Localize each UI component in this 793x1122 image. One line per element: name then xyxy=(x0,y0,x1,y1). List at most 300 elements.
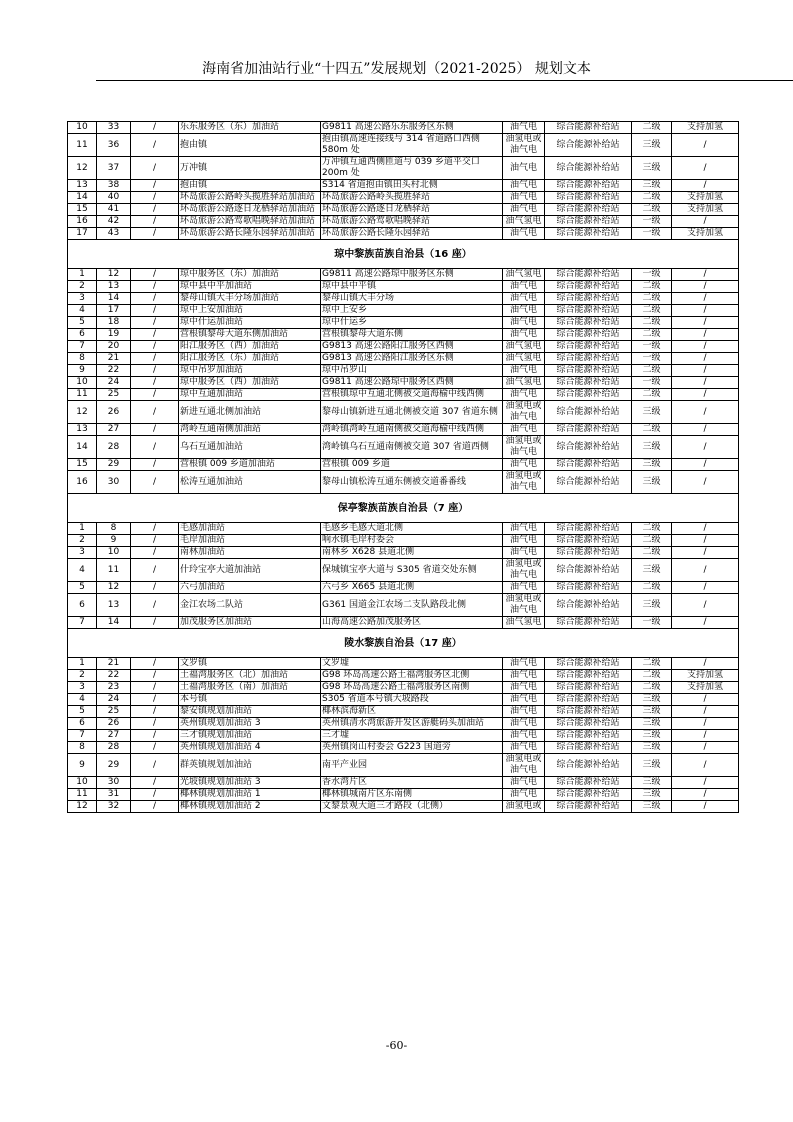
station-grade: 三级 xyxy=(632,730,672,742)
station-location: G9813 高速公路阳江服务区东侧 xyxy=(321,353,503,365)
station-name: 黎母山镇大丰分场加油站 xyxy=(179,293,321,305)
station-plan-table xyxy=(67,121,739,813)
station-location: 南林乡 X628 县道北侧 xyxy=(321,547,503,559)
energy-type: 油气氢电 xyxy=(503,353,545,365)
row-number: 43 xyxy=(97,228,131,240)
station-location: 南平产业园 xyxy=(321,754,503,777)
station-location: 毛感乡毛感大道北侧 xyxy=(321,523,503,535)
section-title: 保亭黎族苗族自治县（7 座） xyxy=(68,494,739,523)
row-code: / xyxy=(131,617,179,629)
station-category: 综合能源补给站 xyxy=(545,293,632,305)
row-number: 9 xyxy=(97,535,131,547)
table-row xyxy=(68,341,739,353)
station-grade: 二级 xyxy=(632,365,672,377)
row-code: / xyxy=(131,377,179,389)
row-number: 22 xyxy=(97,365,131,377)
station-grade: 三级 xyxy=(632,694,672,706)
row-index: 10 xyxy=(68,777,97,789)
station-name: 环岛旅游公路莺歌唱晚驿站加油站 xyxy=(179,216,321,228)
row-code: / xyxy=(131,658,179,670)
row-code: / xyxy=(131,535,179,547)
station-category: 综合能源补给站 xyxy=(545,535,632,547)
station-grade: 一级 xyxy=(632,341,672,353)
hydrogen-support: / xyxy=(672,617,739,629)
energy-type: 油气电 xyxy=(503,204,545,216)
row-number: 33 xyxy=(97,122,131,134)
station-location: 文罗墟 xyxy=(321,658,503,670)
station-grade: 二级 xyxy=(632,670,672,682)
header-rule xyxy=(96,80,793,81)
energy-type: 油气电 xyxy=(503,389,545,401)
row-index: 1 xyxy=(68,269,97,281)
station-name: 三才镇规划加油站 xyxy=(179,730,321,742)
station-grade: 三级 xyxy=(632,801,672,813)
row-code: / xyxy=(131,192,179,204)
table-row xyxy=(68,523,739,535)
energy-type: 油气电 xyxy=(503,582,545,594)
station-location: 营根镇黎母大道东侧 xyxy=(321,329,503,341)
row-code: / xyxy=(131,353,179,365)
station-location: 湾岭镇乌石互通南侧被交道 307 省道西侧 xyxy=(321,436,503,459)
station-location: G9811 高速公路琼中服务区西侧 xyxy=(321,377,503,389)
row-index: 12 xyxy=(68,801,97,813)
station-name: 抱由镇 xyxy=(179,134,321,157)
station-name: 环岛旅游公路长隆乐园驿站加油站 xyxy=(179,228,321,240)
row-code: / xyxy=(131,706,179,718)
station-grade: 三级 xyxy=(632,706,672,718)
station-grade: 一级 xyxy=(632,228,672,240)
row-number: 8 xyxy=(97,523,131,535)
row-index: 2 xyxy=(68,281,97,293)
row-code: / xyxy=(131,718,179,730)
station-location: 椰林镇城南片区东南侧 xyxy=(321,789,503,801)
station-name: 万冲镇 xyxy=(179,157,321,180)
station-location: 营根镇琼中互通北侧被交道海榆中线西侧 xyxy=(321,389,503,401)
hydrogen-support: / xyxy=(672,329,739,341)
station-grade: 三级 xyxy=(632,777,672,789)
station-name: 琼中互通加油站 xyxy=(179,389,321,401)
row-code: / xyxy=(131,730,179,742)
station-grade: 二级 xyxy=(632,682,672,694)
row-index: 11 xyxy=(68,134,97,157)
hydrogen-support: / xyxy=(672,694,739,706)
energy-type: 油气氢电 xyxy=(503,341,545,353)
row-code: / xyxy=(131,269,179,281)
station-grade: 三级 xyxy=(632,459,672,471)
station-name: 抱由镇 xyxy=(179,180,321,192)
table-row xyxy=(68,436,739,459)
row-number: 26 xyxy=(97,718,131,730)
energy-type: 油氢电或油气电 xyxy=(503,559,545,582)
page-header-title: 海南省加油站行业“十四五”发展规划（2021-2025） 规划文本 xyxy=(202,61,591,77)
row-number: 29 xyxy=(97,459,131,471)
station-location: 琼中县中平镇 xyxy=(321,281,503,293)
station-name: 光坡镇规划加油站 3 xyxy=(179,777,321,789)
hydrogen-support: / xyxy=(672,754,739,777)
row-index: 15 xyxy=(68,204,97,216)
row-number: 21 xyxy=(97,353,131,365)
energy-type: 油气电 xyxy=(503,535,545,547)
station-grade: 三级 xyxy=(632,594,672,617)
station-category: 综合能源补给站 xyxy=(545,754,632,777)
row-code: / xyxy=(131,180,179,192)
hydrogen-support: / xyxy=(672,559,739,582)
station-name: 阳江服务区（西）加油站 xyxy=(179,341,321,353)
row-number: 37 xyxy=(97,157,131,180)
energy-type: 油气电 xyxy=(503,305,545,317)
row-number: 14 xyxy=(97,293,131,305)
station-location: 英州镇岗山村委会 G223 国道旁 xyxy=(321,742,503,754)
table-row xyxy=(68,594,739,617)
row-number: 28 xyxy=(97,436,131,459)
energy-type: 油气电 xyxy=(503,180,545,192)
station-location: 黎母山镇松涛互通东侧被交道番番线 xyxy=(321,471,503,494)
row-index: 14 xyxy=(68,192,97,204)
station-category: 综合能源补给站 xyxy=(545,730,632,742)
energy-type: 油气电 xyxy=(503,789,545,801)
station-grade: 二级 xyxy=(632,329,672,341)
hydrogen-support: / xyxy=(672,718,739,730)
energy-type: 油氢电或油气电 xyxy=(503,134,545,157)
station-grade: 二级 xyxy=(632,547,672,559)
station-location: 琼中吊罗山 xyxy=(321,365,503,377)
station-name: 琼中服务区（西）加油站 xyxy=(179,377,321,389)
station-grade: 三级 xyxy=(632,789,672,801)
table-row xyxy=(68,670,739,682)
table-row xyxy=(68,365,739,377)
table-row xyxy=(68,389,739,401)
energy-type: 油气氢电 xyxy=(503,617,545,629)
station-location: 三才墟 xyxy=(321,730,503,742)
station-category: 综合能源补给站 xyxy=(545,670,632,682)
station-name: 群英镇规划加油站 xyxy=(179,754,321,777)
table-row xyxy=(68,559,739,582)
table-row xyxy=(68,742,739,754)
row-index: 5 xyxy=(68,582,97,594)
table-row xyxy=(68,353,739,365)
energy-type: 油气电 xyxy=(503,122,545,134)
station-category: 综合能源补给站 xyxy=(545,401,632,424)
station-name: 椰林镇规划加油站 2 xyxy=(179,801,321,813)
row-code: / xyxy=(131,670,179,682)
station-name: 毛感加油站 xyxy=(179,523,321,535)
station-name: 营根镇黎母大道东侧加油站 xyxy=(179,329,321,341)
hydrogen-support: 支持加氢 xyxy=(672,192,739,204)
table-row xyxy=(68,547,739,559)
table-row xyxy=(68,718,739,730)
energy-type: 油气电 xyxy=(503,523,545,535)
station-category: 综合能源补给站 xyxy=(545,365,632,377)
energy-type: 油气电 xyxy=(503,682,545,694)
station-grade: 三级 xyxy=(632,754,672,777)
energy-type: 油氢电或油气电 xyxy=(503,754,545,777)
row-index: 16 xyxy=(68,216,97,228)
row-index: 3 xyxy=(68,293,97,305)
hydrogen-support: / xyxy=(672,377,739,389)
row-number: 40 xyxy=(97,192,131,204)
station-category: 综合能源补给站 xyxy=(545,617,632,629)
row-code: / xyxy=(131,777,179,789)
station-location: 英州镇清水湾旅游开发区游艇码头加油站 xyxy=(321,718,503,730)
station-grade: 一级 xyxy=(632,377,672,389)
row-code: / xyxy=(131,801,179,813)
hydrogen-support: / xyxy=(672,293,739,305)
energy-type: 油气氢电 xyxy=(503,377,545,389)
station-location: 营根镇 009 乡道 xyxy=(321,459,503,471)
hydrogen-support: 支持加氢 xyxy=(672,204,739,216)
row-index: 2 xyxy=(68,670,97,682)
station-grade: 二级 xyxy=(632,293,672,305)
row-number: 13 xyxy=(97,281,131,293)
row-code: / xyxy=(131,341,179,353)
station-category: 综合能源补给站 xyxy=(545,122,632,134)
station-grade: 二级 xyxy=(632,424,672,436)
station-name: 营根镇 009 乡道加油站 xyxy=(179,459,321,471)
station-grade: 一级 xyxy=(632,269,672,281)
energy-type: 油气电 xyxy=(503,547,545,559)
table-row xyxy=(68,424,739,436)
station-grade: 二级 xyxy=(632,658,672,670)
station-category: 综合能源补给站 xyxy=(545,594,632,617)
row-index: 9 xyxy=(68,365,97,377)
station-grade: 一级 xyxy=(632,617,672,629)
row-index: 4 xyxy=(68,559,97,582)
table-row xyxy=(68,192,739,204)
hydrogen-support: / xyxy=(672,436,739,459)
hydrogen-support: / xyxy=(672,594,739,617)
table-row xyxy=(68,730,739,742)
station-name: 乌石互通加油站 xyxy=(179,436,321,459)
station-location: 环岛旅游公路长隆乐园驿站 xyxy=(321,228,503,240)
row-index: 14 xyxy=(68,436,97,459)
station-location: 黎母山镇大丰分场 xyxy=(321,293,503,305)
row-index: 5 xyxy=(68,706,97,718)
hydrogen-support: 支持加氢 xyxy=(672,228,739,240)
row-index: 8 xyxy=(68,353,97,365)
station-grade: 三级 xyxy=(632,742,672,754)
row-index: 16 xyxy=(68,471,97,494)
station-name: 什玲宝亭大道加油站 xyxy=(179,559,321,582)
row-number: 17 xyxy=(97,305,131,317)
energy-type: 油气电 xyxy=(503,658,545,670)
table-row xyxy=(68,204,739,216)
section-header-row xyxy=(68,629,739,658)
row-number: 26 xyxy=(97,401,131,424)
row-index: 2 xyxy=(68,535,97,547)
station-location: 山海高速公路加茂服务区 xyxy=(321,617,503,629)
hydrogen-support: / xyxy=(672,365,739,377)
station-category: 综合能源补给站 xyxy=(545,157,632,180)
row-number: 11 xyxy=(97,559,131,582)
table-row xyxy=(68,617,739,629)
table-row xyxy=(68,228,739,240)
row-index: 9 xyxy=(68,754,97,777)
station-name: 琼中县中平加油站 xyxy=(179,281,321,293)
table-row xyxy=(68,459,739,471)
station-location: G9811 高速公路琼中服务区东侧 xyxy=(321,269,503,281)
station-category: 综合能源补给站 xyxy=(545,547,632,559)
row-code: / xyxy=(131,742,179,754)
row-index: 6 xyxy=(68,594,97,617)
hydrogen-support: 支持加氢 xyxy=(672,670,739,682)
energy-type: 油气电 xyxy=(503,228,545,240)
station-location: 万冲镇互通西侧匝道与 039 乡道平交口 200m 处 xyxy=(321,157,503,180)
row-code: / xyxy=(131,365,179,377)
row-index: 12 xyxy=(68,401,97,424)
energy-type: 油气电 xyxy=(503,459,545,471)
station-category: 综合能源补给站 xyxy=(545,523,632,535)
row-code: / xyxy=(131,694,179,706)
row-number: 27 xyxy=(97,424,131,436)
table-row xyxy=(68,706,739,718)
table-row xyxy=(68,122,739,134)
station-grade: 一级 xyxy=(632,216,672,228)
station-location: 琼中上安乡 xyxy=(321,305,503,317)
hydrogen-support: / xyxy=(672,471,739,494)
row-number: 14 xyxy=(97,617,131,629)
energy-type: 油气电 xyxy=(503,694,545,706)
station-location: 保城镇宝亭大道与 S305 省道交处东侧 xyxy=(321,559,503,582)
row-number: 30 xyxy=(97,777,131,789)
hydrogen-support: / xyxy=(672,742,739,754)
row-number: 25 xyxy=(97,706,131,718)
table-row xyxy=(68,754,739,777)
row-number: 29 xyxy=(97,754,131,777)
station-grade: 三级 xyxy=(632,180,672,192)
station-grade: 三级 xyxy=(632,471,672,494)
station-name: 黎安镇规划加油站 xyxy=(179,706,321,718)
row-code: / xyxy=(131,157,179,180)
row-code: / xyxy=(131,471,179,494)
station-location: 环岛旅游公路岭头揽胜驿站 xyxy=(321,192,503,204)
station-category: 综合能源补给站 xyxy=(545,317,632,329)
row-code: / xyxy=(131,122,179,134)
station-location: 抱由镇高速连接线与 314 省道路口西侧 580m 处 xyxy=(321,134,503,157)
station-category: 综合能源补给站 xyxy=(545,305,632,317)
row-number: 30 xyxy=(97,471,131,494)
row-number: 19 xyxy=(97,329,131,341)
energy-type: 油气氢电 xyxy=(503,216,545,228)
table-row xyxy=(68,471,739,494)
station-location: 环岛旅游公路莺歌唱晚驿站 xyxy=(321,216,503,228)
page-number: -60- xyxy=(385,1039,408,1052)
hydrogen-support: / xyxy=(672,134,739,157)
row-number: 31 xyxy=(97,789,131,801)
energy-type: 油气电 xyxy=(503,718,545,730)
table-row xyxy=(68,329,739,341)
row-index: 6 xyxy=(68,718,97,730)
hydrogen-support: / xyxy=(672,424,739,436)
station-category: 综合能源补给站 xyxy=(545,559,632,582)
table-row xyxy=(68,377,739,389)
row-number: 41 xyxy=(97,204,131,216)
station-grade: 三级 xyxy=(632,559,672,582)
row-code: / xyxy=(131,281,179,293)
station-category: 综合能源补给站 xyxy=(545,216,632,228)
station-category: 综合能源补给站 xyxy=(545,706,632,718)
hydrogen-support: / xyxy=(672,341,739,353)
station-location: S314 省道抱由镇田头村北侧 xyxy=(321,180,503,192)
section-title: 琼中黎族苗族自治县（16 座） xyxy=(68,240,739,269)
hydrogen-support: / xyxy=(672,658,739,670)
row-code: / xyxy=(131,754,179,777)
station-grade: 二级 xyxy=(632,582,672,594)
station-location: 环岛旅游公路逐日龙栖驿站 xyxy=(321,204,503,216)
table-row xyxy=(68,582,739,594)
station-grade: 二级 xyxy=(632,192,672,204)
row-index: 13 xyxy=(68,180,97,192)
row-code: / xyxy=(131,559,179,582)
table-row xyxy=(68,317,739,329)
hydrogen-support: / xyxy=(672,305,739,317)
energy-type: 油气电 xyxy=(503,777,545,789)
station-category: 综合能源补给站 xyxy=(545,192,632,204)
energy-type: 油气电 xyxy=(503,293,545,305)
station-grade: 三级 xyxy=(632,718,672,730)
energy-type: 油氢电或油气电 xyxy=(503,471,545,494)
table-row xyxy=(68,305,739,317)
energy-type: 油氢电或油气电 xyxy=(503,594,545,617)
table-row xyxy=(68,157,739,180)
station-category: 综合能源补给站 xyxy=(545,269,632,281)
station-category: 综合能源补给站 xyxy=(545,582,632,594)
row-index: 1 xyxy=(68,658,97,670)
station-grade: 二级 xyxy=(632,317,672,329)
station-name: 本号镇 xyxy=(179,694,321,706)
row-index: 11 xyxy=(68,389,97,401)
row-index: 5 xyxy=(68,317,97,329)
row-index: 15 xyxy=(68,459,97,471)
row-number: 20 xyxy=(97,341,131,353)
station-category: 综合能源补给站 xyxy=(545,801,632,813)
table-row xyxy=(68,293,739,305)
row-number: 18 xyxy=(97,317,131,329)
energy-type: 油气电 xyxy=(503,706,545,718)
station-name: 文罗镇 xyxy=(179,658,321,670)
station-name: 琼中上安加油站 xyxy=(179,305,321,317)
station-name: 琼中吊罗加油站 xyxy=(179,365,321,377)
station-grade: 二级 xyxy=(632,122,672,134)
station-category: 综合能源补给站 xyxy=(545,329,632,341)
station-name: 南林加油站 xyxy=(179,547,321,559)
row-code: / xyxy=(131,594,179,617)
row-index: 7 xyxy=(68,617,97,629)
station-name: 土福湾服务区（北）加油站 xyxy=(179,670,321,682)
station-name: 六弓加油站 xyxy=(179,582,321,594)
table-row xyxy=(68,401,739,424)
row-index: 10 xyxy=(68,122,97,134)
energy-type: 油气电 xyxy=(503,157,545,180)
hydrogen-support: / xyxy=(672,801,739,813)
section-header-row xyxy=(68,240,739,269)
station-grade: 二级 xyxy=(632,523,672,535)
row-code: / xyxy=(131,317,179,329)
station-name: 英州镇规划加油站 3 xyxy=(179,718,321,730)
row-code: / xyxy=(131,329,179,341)
hydrogen-support: / xyxy=(672,401,739,424)
row-index: 7 xyxy=(68,730,97,742)
hydrogen-support: / xyxy=(672,789,739,801)
station-grade: 三级 xyxy=(632,401,672,424)
energy-type: 油氢电或 xyxy=(503,801,545,813)
station-category: 综合能源补给站 xyxy=(545,424,632,436)
station-location: S305 省道本号镇大坡路段 xyxy=(321,694,503,706)
energy-type: 油气电 xyxy=(503,730,545,742)
station-name: 环岛旅游公路逐日龙栖驿站加油站 xyxy=(179,204,321,216)
table-row xyxy=(68,134,739,157)
row-code: / xyxy=(131,459,179,471)
energy-type: 油氢电或油气电 xyxy=(503,436,545,459)
